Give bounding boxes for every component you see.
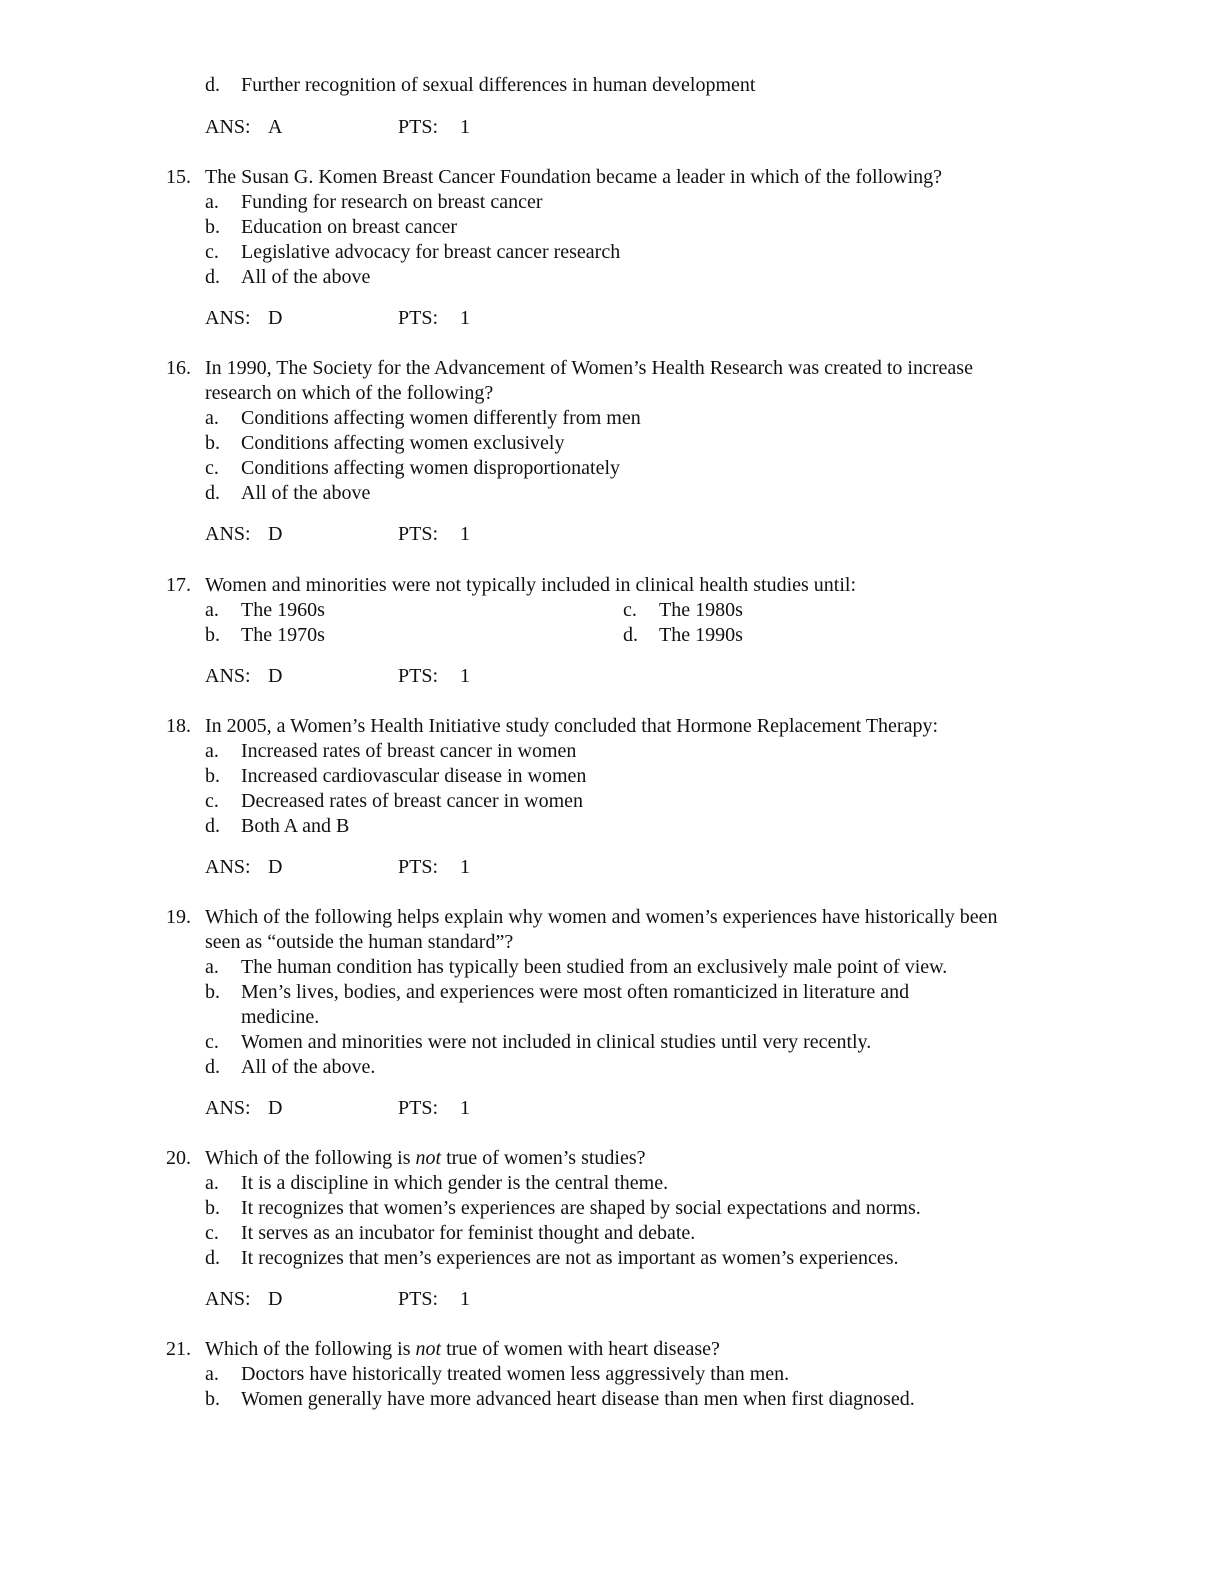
points-value: 1 xyxy=(460,1097,470,1119)
option-text: Conditions affecting women exclusively xyxy=(241,432,565,454)
answer-label: ANS: xyxy=(205,665,251,687)
option-text: The 1960s xyxy=(241,599,325,621)
stem-emphasis: not xyxy=(415,1147,442,1169)
option-letter: a. xyxy=(205,1172,219,1194)
option-text: Decreased rates of breast cancer in women xyxy=(241,790,584,812)
option-letter: d. xyxy=(205,266,220,288)
question-stem: In 2005, a Women’s Health Initiative study concluded that Hormone Replacement Therapy: xyxy=(205,715,939,737)
answer-label: ANS: xyxy=(205,1288,251,1310)
answer-label: ANS: xyxy=(205,856,251,878)
question-number: 19. xyxy=(166,906,191,928)
question-number: 15. xyxy=(166,166,191,188)
stem-emphasis: not xyxy=(415,1338,442,1360)
answer-value: D xyxy=(268,523,283,545)
option-letter: a. xyxy=(205,1363,219,1385)
points-label: PTS: xyxy=(398,523,439,545)
option-letter: c. xyxy=(205,1031,219,1053)
option-letter: a. xyxy=(205,740,219,762)
option-text: All of the above xyxy=(241,266,371,288)
option-letter: d. xyxy=(205,74,220,96)
answer-value: D xyxy=(268,307,283,329)
stem-text: true of women with heart disease? xyxy=(441,1338,720,1360)
option-letter: a. xyxy=(205,956,219,978)
option-letter: b. xyxy=(205,1388,220,1410)
points-value: 1 xyxy=(460,665,470,687)
points-label: PTS: xyxy=(398,307,439,329)
question-number: 18. xyxy=(166,715,191,737)
option-letter: b. xyxy=(205,216,220,238)
question-stem: Women and minorities were not typically included in clinical health studies until: xyxy=(205,574,857,596)
option-letter: d. xyxy=(205,1247,220,1269)
answer-value: D xyxy=(268,1288,283,1310)
answer-value: D xyxy=(268,665,283,687)
points-label: PTS: xyxy=(398,1097,439,1119)
option-text: It is a discipline in which gender is the central theme. xyxy=(241,1172,669,1194)
option-text: Conditions affecting women disproportionately xyxy=(241,457,621,479)
points-label: PTS: xyxy=(398,665,439,687)
option-letter: b. xyxy=(205,432,220,454)
option-text: It serves as an incubator for feminist thought and debate. xyxy=(241,1222,696,1244)
answer-label: ANS: xyxy=(205,307,251,329)
option-letter: c. xyxy=(205,241,219,263)
option-text: All of the above xyxy=(241,482,371,504)
option-text: Women generally have more advanced heart disease than men when first diagnosed. xyxy=(241,1388,915,1410)
option-text: All of the above. xyxy=(241,1056,376,1078)
answer-value: D xyxy=(268,1097,283,1119)
question-stem xyxy=(205,1146,646,1170)
option-text: Further recognition of sexual differences in human development xyxy=(241,74,756,96)
option-text: The 1980s xyxy=(659,599,743,621)
answer-label: ANS: xyxy=(205,523,251,545)
option-letter: d. xyxy=(205,815,220,837)
option-text: The human condition has typically been studied from an exclusively male point of view. xyxy=(241,956,948,978)
points-value: 1 xyxy=(460,307,470,329)
question-stem-continued: seen as “outside the human standard”? xyxy=(205,931,514,953)
points-value: 1 xyxy=(460,116,470,138)
question-number: 17. xyxy=(166,574,191,596)
stem-text: true of women’s studies? xyxy=(441,1147,646,1169)
question-number: 16. xyxy=(166,357,191,379)
option-letter: b. xyxy=(205,981,220,1003)
option-text: Men’s lives, bodies, and experiences were most often romanticized in literature and xyxy=(241,981,910,1003)
option-text: Doctors have historically treated women less aggressively than men. xyxy=(241,1363,790,1385)
question-stem: In 1990, The Society for the Advancement of Women’s Health Research was created to increase xyxy=(205,357,973,379)
option-text: The 1970s xyxy=(241,624,325,646)
option-letter: b. xyxy=(205,624,220,646)
option-letter: d. xyxy=(205,482,220,504)
option-text: Increased cardiovascular disease in women xyxy=(241,765,587,787)
option-letter: c. xyxy=(205,790,219,812)
option-letter: c. xyxy=(205,1222,219,1244)
option-letter: b. xyxy=(205,765,220,787)
answer-value: D xyxy=(268,856,283,878)
option-letter: c. xyxy=(205,457,219,479)
option-letter: a. xyxy=(205,407,219,429)
option-text: Increased rates of breast cancer in women xyxy=(241,740,577,762)
option-letter: a. xyxy=(205,599,219,621)
stem-text: Which of the following is xyxy=(205,1338,416,1360)
option-letter: a. xyxy=(205,191,219,213)
option-letter: c. xyxy=(623,599,637,621)
option-text-continued: medicine. xyxy=(241,1006,320,1028)
points-value: 1 xyxy=(460,1288,470,1310)
question-number: 20. xyxy=(166,1147,191,1169)
points-label: PTS: xyxy=(398,1288,439,1310)
option-text: Legislative advocacy for breast cancer research xyxy=(241,241,621,263)
question-stem-continued: research on which of the following? xyxy=(205,382,494,404)
answer-value: A xyxy=(268,116,283,138)
answer-label: ANS: xyxy=(205,1097,251,1119)
option-text: Women and minorities were not included in clinical studies until very recently. xyxy=(241,1031,872,1053)
stem-text: Which of the following is xyxy=(205,1147,416,1169)
option-text: The 1990s xyxy=(659,624,743,646)
option-letter: d. xyxy=(205,1056,220,1078)
points-value: 1 xyxy=(460,856,470,878)
option-text: It recognizes that men’s experiences are not as important as women’s experiences. xyxy=(241,1247,899,1269)
points-value: 1 xyxy=(460,523,470,545)
option-letter: d. xyxy=(623,624,638,646)
question-number: 21. xyxy=(166,1338,191,1360)
question-stem: The Susan G. Komen Breast Cancer Foundation became a leader in which of the following? xyxy=(205,166,943,188)
answer-label: ANS: xyxy=(205,116,251,138)
option-text: Education on breast cancer xyxy=(241,216,458,238)
points-label: PTS: xyxy=(398,116,439,138)
question-stem xyxy=(205,1337,720,1361)
option-text: It recognizes that women’s experiences are shaped by social expectations and norms. xyxy=(241,1197,921,1219)
option-text: Conditions affecting women differently from men xyxy=(241,407,641,429)
points-label: PTS: xyxy=(398,856,439,878)
option-text: Both A and B xyxy=(241,815,350,837)
question-stem: Which of the following helps explain why women and women’s experiences have historically been xyxy=(205,906,998,928)
option-text: Funding for research on breast cancer xyxy=(241,191,543,213)
option-letter: b. xyxy=(205,1197,220,1219)
